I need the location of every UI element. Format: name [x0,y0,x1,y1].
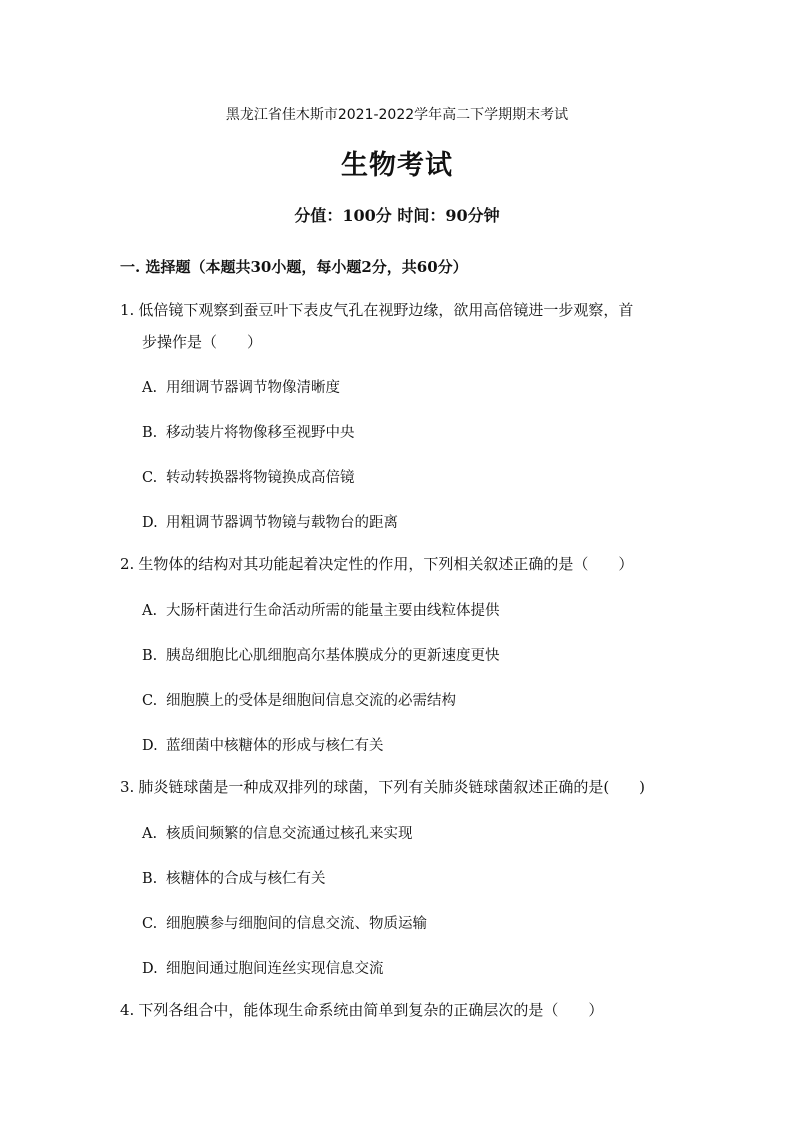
question-text: 下列各组合中，能体现生命系统由简单到复杂的正确层次的是（ ） [138,1001,604,1019]
question-number: 2. [120,555,135,573]
option-1b [142,421,355,442]
option-1a [142,376,340,397]
section-heading: 一. 选择题（本题共30小题，每小题2分，共60分） [120,258,468,276]
question-4 [120,994,680,1026]
option-text: 细胞膜上的受体是细胞间信息交流的必需结构 [166,693,456,709]
option-3c [142,912,427,933]
question-text: 低倍镜下观察到蚕豆叶下表皮气孔在视野边缘，欲用高倍镜进一步观察，首 [138,301,634,319]
question-number: 4. [120,1001,135,1019]
option-3a [142,822,413,843]
option-text: 大肠杆菌进行生命活动所需的能量主要由线粒体提供 [166,603,500,619]
option-letter: C. [142,470,158,486]
option-text: 蓝细菌中核糖体的形成与核仁有关 [166,738,384,754]
option-2a [142,599,500,620]
question-1 [120,294,680,326]
option-text: 用细调节器调节物像清晰度 [166,380,340,396]
option-letter: C. [142,693,158,709]
option-letter: D. [142,961,158,977]
option-3b [142,867,326,888]
exam-subtitle: 黑龙江省佳木斯市2021-2022学年高二下学期期末考试 [225,107,569,123]
option-3d [142,957,384,978]
option-letter: D. [142,738,158,754]
question-3 [120,771,680,803]
option-text: 核糖体的合成与核仁有关 [166,871,326,887]
option-2d [142,734,384,755]
option-text: 移动装片将物像移至视野中央 [166,425,355,441]
option-letter: A. [142,826,158,842]
question-2 [120,548,680,580]
option-letter: D. [142,515,158,531]
exam-title: 生物考试 [341,150,453,181]
option-text: 胰岛细胞比心肌细胞高尔基体膜成分的更新速度更快 [166,648,500,664]
option-text: 细胞膜参与细胞间的信息交流、物质运输 [166,916,427,932]
option-letter: B. [142,871,158,887]
option-1c [142,466,355,487]
option-letter: B. [142,648,158,664]
question-text: 步操作是（ ） [142,333,263,351]
question-number: 3. [120,778,135,796]
option-text: 转动转换器将物镜换成高倍镜 [166,470,355,486]
exam-meta: 分值：100分 时间：90分钟 [294,206,500,225]
question-number: 1. [120,301,135,319]
option-letter: B. [142,425,158,441]
option-text: 用粗调节器调节物镜与载物台的距离 [166,515,398,531]
option-2b [142,644,500,665]
option-text: 核质间频繁的信息交流通过核孔来实现 [166,826,413,842]
option-1d [142,511,398,532]
option-letter: C. [142,916,158,932]
question-text: 肺炎链球菌是一种成双排列的球菌，下列有关肺炎链球菌叙述正确的是( ) [138,778,646,796]
option-letter: A. [142,380,158,396]
question-text: 生物体的结构对其功能起着决定性的作用，下列相关叙述正确的是（ ） [138,555,634,573]
question-1-continuation [142,326,702,358]
option-text: 细胞间通过胞间连丝实现信息交流 [166,961,384,977]
option-letter: A. [142,603,158,619]
option-2c [142,689,456,710]
